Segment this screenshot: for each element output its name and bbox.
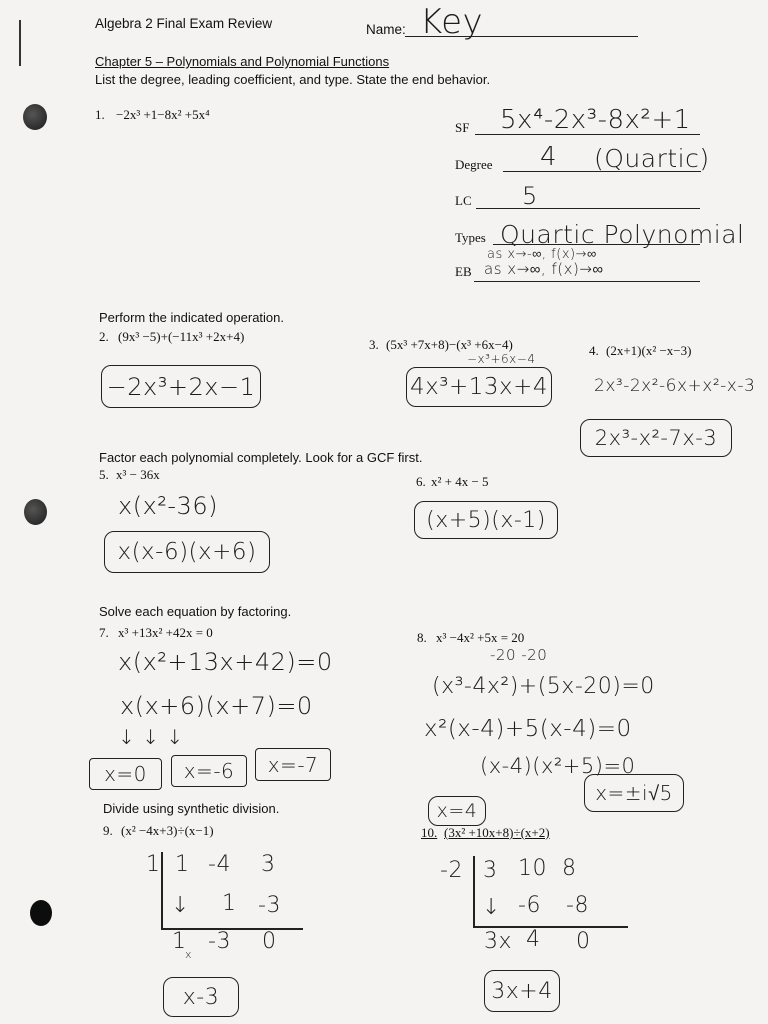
binder-hole-top xyxy=(23,104,47,130)
problem-9-answer: x-3 xyxy=(163,977,239,1017)
chapter-title: Chapter 5 – Polynomials and Polynomial Functions xyxy=(95,54,390,69)
problem-10-r3c1: 3x xyxy=(484,929,513,954)
eb-value: as x→∞, f(x)→∞ xyxy=(484,260,604,278)
problem-10-r1c1: 3 xyxy=(483,858,498,883)
problem-9-r3c1: 1 xyxy=(172,929,187,954)
problem-10-vertical-bar xyxy=(473,856,475,928)
degree-note: (Quartic) xyxy=(594,144,710,173)
problem-7-label: 7. xyxy=(99,625,109,640)
problem-10-r2c2: -6 xyxy=(518,893,541,918)
problem-6-answer: (x+5)(x-1) xyxy=(414,501,558,539)
problem-3-answer: 4x³+13x+4 xyxy=(406,367,552,407)
problem-7-expression: x³ +13x² +42x = 0 xyxy=(118,625,213,640)
problem-7-answer-1: x=0 xyxy=(89,758,162,790)
chapter-instructions: List the degree, leading coefficient, and type. State the end behavior. xyxy=(95,72,491,87)
degree-label: Degree xyxy=(455,157,493,172)
problem-4-answer: 2x³-x²-7x-3 xyxy=(580,419,732,457)
problem-10-divisor: -2 xyxy=(440,858,463,883)
problem-8-work-0: -20 -20 xyxy=(490,646,548,664)
problem-10-expression: (3x² +10x+8)÷(x+2) xyxy=(444,825,550,840)
problem-10-label: 10. xyxy=(421,825,438,840)
problem-5-expression: x³ − 36x xyxy=(116,467,160,482)
problem-3-expression: (5x³ +7x+8)−(x³ +6x−4) xyxy=(386,337,513,352)
problem-9-r2c1: ↓ xyxy=(171,893,190,918)
problem-9-vertical-bar xyxy=(161,852,163,930)
problem-8-work-3: (x-4)(x²+5)=0 xyxy=(480,754,636,778)
types-label: Types xyxy=(455,230,486,245)
problem-10-r1c3: 8 xyxy=(562,856,577,881)
problem-3-work: −x³+6x−4 xyxy=(467,352,536,366)
problem-9-subscript: x xyxy=(185,948,193,961)
problem-7-work-2: x(x+6)(x+7)=0 xyxy=(120,692,313,720)
problem-4-label: 4. xyxy=(589,343,599,358)
problem-7-answer-2: x=-6 xyxy=(171,755,247,787)
problem-7-arrows: ↓ ↓ ↓ xyxy=(118,725,184,749)
synthetic-instructions: Divide using synthetic division. xyxy=(103,801,280,816)
page-title: Algebra 2 Final Exam Review xyxy=(95,16,273,31)
sf-value: 5x⁴-2x³-8x²+1 xyxy=(500,105,691,135)
problem-10-answer: 3x+4 xyxy=(484,970,560,1012)
problem-8-work-2: x²(x-4)+5(x-4)=0 xyxy=(424,716,632,742)
eb-note: as x→-∞, f(x)→∞ xyxy=(487,247,597,262)
problem-10-horizontal-bar xyxy=(473,926,628,928)
problem-9-r1c2: -4 xyxy=(208,852,231,877)
problem-4-expression: (2x+1)(x² −x−3) xyxy=(606,343,692,358)
problem-5-work: x(x²-36) xyxy=(118,492,218,520)
lc-value: 5 xyxy=(522,182,538,210)
eb-label: EB xyxy=(455,264,472,279)
problem-10-r3c3: 0 xyxy=(576,929,591,954)
problem-9-r3c2: -3 xyxy=(208,929,231,954)
factoring-instructions: Factor each polynomial completely. Look for a GCF first. xyxy=(99,450,423,465)
margin-mark xyxy=(19,20,21,66)
problem-10-r3c2: 4 xyxy=(526,927,541,952)
lc-line xyxy=(476,208,700,209)
problem-8-expression: x³ −4x² +5x = 20 xyxy=(436,630,525,645)
sf-label: SF xyxy=(455,120,470,135)
problem-10-r2c1: ↓ xyxy=(482,895,501,920)
name-value: Key xyxy=(420,2,484,42)
problem-9-r2c3: -3 xyxy=(258,893,281,918)
problem-5-label: 5. xyxy=(99,467,109,482)
eb-line xyxy=(474,281,700,282)
problem-8-work-1: (x³-4x²)+(5x-20)=0 xyxy=(432,674,655,699)
problem-9-r1c1: 1 xyxy=(175,852,190,877)
problem-8-answer-2: x=±i√5 xyxy=(584,774,684,812)
problem-7-work-1: x(x²+13x+42)=0 xyxy=(118,648,333,676)
problem-2-label: 2. xyxy=(99,329,109,344)
problem-6-expression: x² + 4x − 5 xyxy=(431,474,489,489)
problem-10-r1c2: 10 xyxy=(518,856,547,881)
problem-9-divisor: 1 xyxy=(146,852,161,877)
problem-1-expression: −2x³ +1−8x² +5x⁴ xyxy=(116,107,210,122)
problem-6-label: 6. xyxy=(416,474,426,489)
problem-8-label: 8. xyxy=(417,630,427,645)
operations-instructions: Perform the indicated operation. xyxy=(99,310,284,325)
binder-hole-bottom xyxy=(30,900,52,926)
problem-8-answer-1: x=4 xyxy=(428,796,486,826)
problem-9-expression: (x² −4x+3)÷(x−1) xyxy=(121,823,214,838)
lc-label: LC xyxy=(455,193,472,208)
problem-9-r2c2: 1 xyxy=(222,891,237,916)
name-label: Name: xyxy=(366,22,406,37)
problem-5-answer: x(x-6)(x+6) xyxy=(104,531,270,573)
problem-10-r2c3: -8 xyxy=(566,893,589,918)
solving-instructions: Solve each equation by factoring. xyxy=(99,604,292,619)
problem-2-expression: (9x³ −5)+(−11x³ +2x+4) xyxy=(118,329,245,344)
problem-9-r3c3: 0 xyxy=(262,929,277,954)
problem-1-label: 1. xyxy=(95,107,105,122)
problem-9-label: 9. xyxy=(103,823,113,838)
problem-2-answer: −2x³+2x−1 xyxy=(101,365,261,408)
problem-7-answer-3: x=-7 xyxy=(255,748,331,781)
problem-4-work: 2x³-2x²-6x+x²-x-3 xyxy=(594,376,756,396)
degree-value: 4 xyxy=(540,142,558,172)
types-value: Quartic Polynomial xyxy=(500,220,745,249)
problem-3-label: 3. xyxy=(369,337,379,352)
binder-hole-middle xyxy=(24,499,47,525)
problem-9-r1c3: 3 xyxy=(261,852,276,877)
